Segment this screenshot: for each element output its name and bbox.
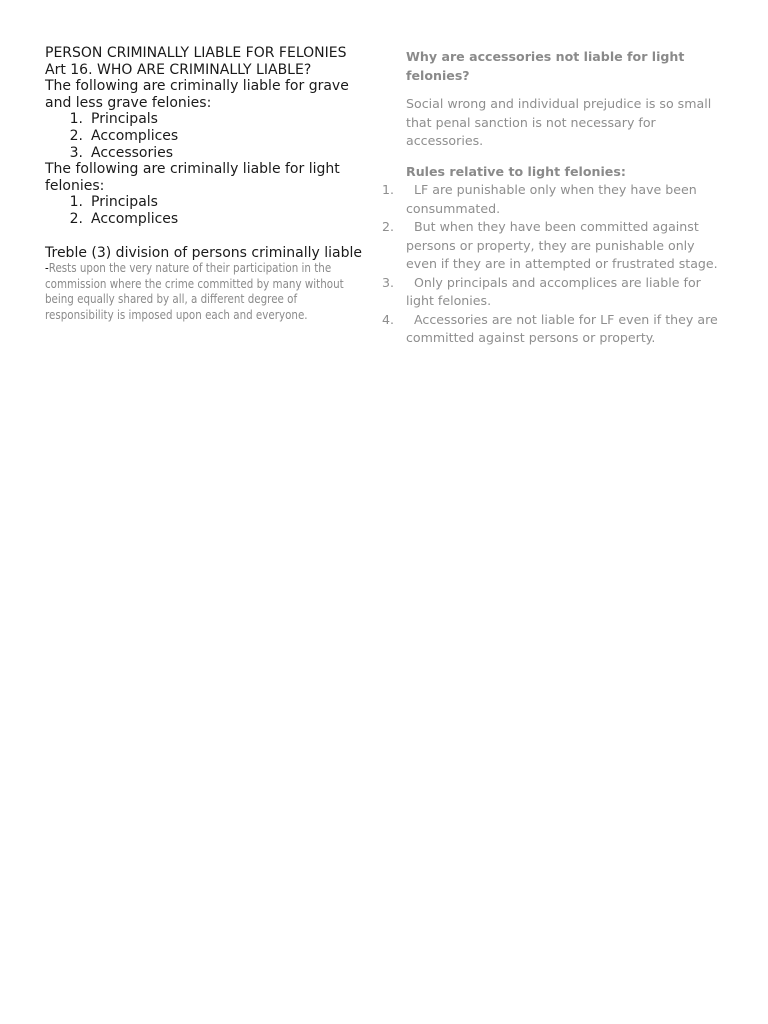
list-text: Accessories <box>91 144 174 161</box>
dash-marker: - <box>45 261 49 276</box>
list-text <box>406 311 724 348</box>
list-number: 1. <box>69 111 83 128</box>
list-text: Accomplices <box>91 210 179 227</box>
list-text: Accomplices <box>91 127 179 144</box>
treble-description-text: Rests upon the very nature of their participation in the commission where the crime committed by many without being equally shared by all, a different degree of responsibility is imposed upon each and everyone. <box>45 261 344 322</box>
list-number: 2. <box>69 210 83 227</box>
grave-felonies-intro: The following are criminally liable for grave and less grave felonies: <box>45 78 349 111</box>
treble-division-heading: Treble (3) division of persons criminally liable <box>45 244 362 261</box>
spacer <box>45 228 365 245</box>
rule-text: LF are punishable only when they have been consummated. <box>406 182 697 216</box>
list-number: 4. <box>382 311 395 327</box>
list-item <box>45 194 365 211</box>
rules-list <box>382 181 727 348</box>
article-heading: Art 16. WHO ARE CRIMINALLY LIABLE? <box>45 61 312 78</box>
list-number: 2. <box>382 219 395 234</box>
light-felonies-list <box>45 194 365 227</box>
list-item <box>45 128 365 145</box>
list-text <box>406 181 724 218</box>
list-number: 3. <box>69 144 83 161</box>
list-item <box>45 111 365 128</box>
list-text: Principals <box>91 194 158 211</box>
list-number: 1. <box>382 182 395 197</box>
accessories-answer: Social wrong and individual prejudice is so small that penal sanction is not necessary for accessories. <box>406 96 712 148</box>
list-item <box>382 311 727 348</box>
right-column <box>382 48 727 348</box>
document-title: PERSON CRIMINALLY LIABLE FOR FELONIES <box>45 45 347 61</box>
list-item <box>45 211 365 228</box>
list-item <box>45 145 365 162</box>
list-item <box>382 181 727 218</box>
left-column <box>45 45 365 323</box>
light-felonies-intro: The following are criminally liable for light felonies: <box>45 161 340 194</box>
grave-felonies-list <box>45 111 365 161</box>
list-text: Principals <box>91 111 158 128</box>
rule-text: Accessories are not liable for LF even if they are committed against persons or property. <box>406 311 718 345</box>
list-number: 1. <box>69 194 83 211</box>
list-text <box>406 218 724 274</box>
list-text <box>406 274 724 311</box>
accessories-question-heading: Why are accessories not liable for light felonies? <box>406 49 685 83</box>
treble-division-description <box>45 261 359 323</box>
list-number: 3. <box>382 274 395 290</box>
rules-heading: Rules relative to light felonies: <box>406 163 626 179</box>
list-item <box>382 218 727 274</box>
list-item <box>382 274 727 311</box>
rule-text: Only principals and accomplices are liable for light felonies. <box>406 274 701 308</box>
rule-text: But when they have been committed against persons or property, they are punishable only even if they are in attempted or frustrated stage. <box>406 219 718 271</box>
list-number: 2. <box>69 127 83 144</box>
